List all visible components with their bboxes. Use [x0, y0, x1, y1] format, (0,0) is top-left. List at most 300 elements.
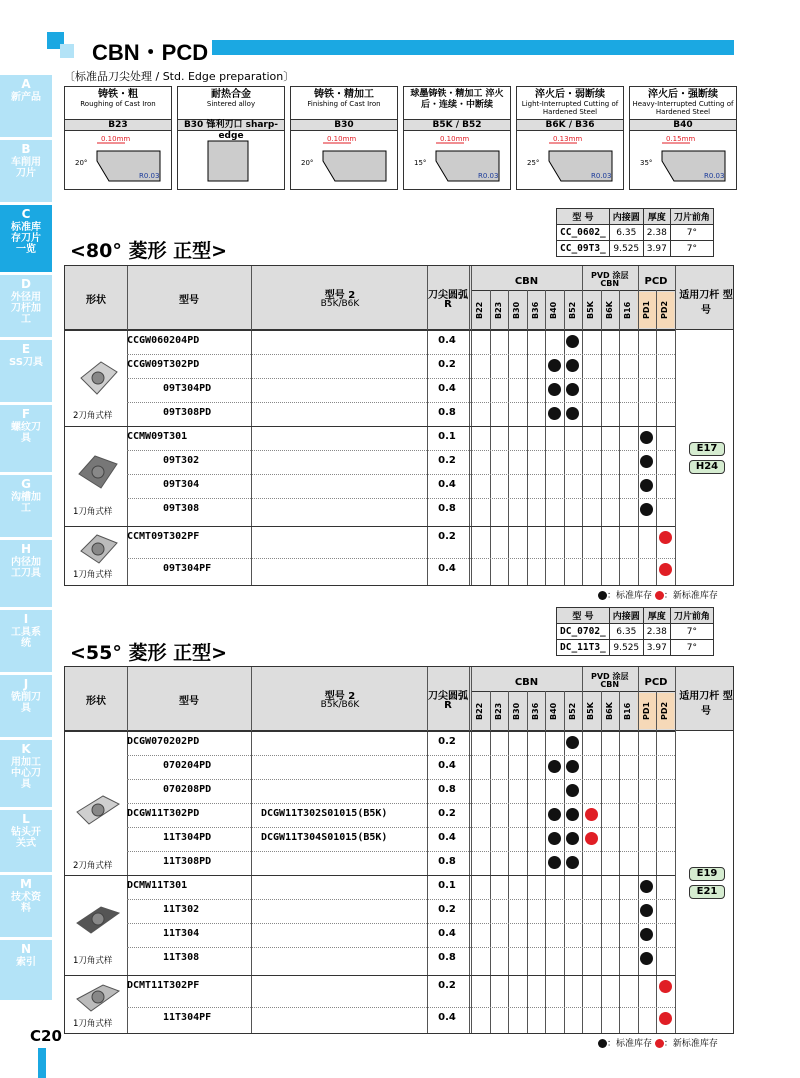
side-tab-letter: K: [21, 742, 31, 756]
edge-prep-code: B40: [630, 119, 736, 131]
spec-cell: 2.38: [643, 225, 670, 241]
nose-radius: 0.4: [438, 1012, 456, 1023]
model-number: DCMT11T302PF: [127, 980, 200, 991]
shape-label: 2刀角式样: [73, 861, 113, 871]
shape-label: 1刀角式样: [73, 570, 113, 580]
row-line: [127, 923, 675, 924]
table-row: [65, 1007, 733, 1031]
insert-image-icon: [73, 977, 123, 1017]
edge-prep-code: B23: [65, 119, 171, 131]
spec-row: [557, 624, 714, 640]
spec-cell: CC_0602_: [557, 225, 610, 241]
side-tab-letter: F: [21, 407, 31, 421]
header-model2: 型号 2: [324, 290, 356, 301]
stock-dot-icon: [566, 736, 579, 749]
edge-width-label: 0.10mm: [101, 135, 131, 143]
spec-header: 型 号: [557, 209, 610, 225]
side-tab-letter: A: [21, 77, 31, 91]
spec-header-row: [557, 209, 714, 225]
row-line: [127, 779, 675, 780]
model2-number: DCGW11T302S01015(B5K): [261, 808, 388, 819]
side-tab-letter: M: [20, 877, 32, 891]
stock-dot-icon: [640, 904, 653, 917]
grade-label-b5k: B5K: [586, 301, 595, 319]
table-row: [65, 975, 733, 999]
stock-dot-icon: [548, 407, 561, 420]
side-tab-letter: H: [20, 542, 32, 556]
new-stock-dot-icon: [655, 1039, 664, 1048]
new-stock-dot-icon: [659, 531, 672, 544]
row-line: [65, 731, 675, 732]
grade-label-b6k: B6K: [604, 301, 614, 319]
row-line: [65, 526, 675, 527]
grade-label-b22: B22: [475, 702, 484, 720]
spec-cell: 3.97: [643, 241, 670, 257]
nose-radius: 0.2: [438, 736, 456, 747]
edge-shape: [208, 141, 248, 181]
side-tab-letter: I: [23, 612, 29, 626]
stock-dot-icon: [566, 359, 579, 372]
table-row: [65, 354, 733, 378]
spec-cell: 6.35: [609, 624, 643, 640]
spec-row: [557, 225, 714, 241]
nose-radius: 0.4: [438, 832, 456, 843]
spec-cell: 7°: [670, 225, 713, 241]
grade-label-b52: B52: [567, 301, 577, 319]
spec-cell: 7°: [670, 640, 713, 656]
grade-group-line: [471, 691, 675, 692]
stock-dot-icon: [548, 359, 561, 372]
insert-hole: [92, 804, 104, 816]
row-line: [127, 947, 675, 948]
legend-black-label: ：标准库存: [607, 1039, 653, 1049]
table-header: [65, 667, 733, 731]
edge-shape: [323, 151, 386, 181]
edge-prep-code: B6K / B36: [517, 119, 623, 131]
model-number: DCGW070202PD: [127, 736, 200, 747]
page-title: CBN・PCD: [92, 40, 209, 65]
row-line: [127, 827, 675, 828]
edge-angle-label: 20°: [75, 159, 88, 167]
insert-hole: [92, 543, 104, 555]
row-line: [127, 803, 675, 804]
spec-header: 刀片前角: [670, 608, 713, 624]
nose-radius: 0.2: [438, 359, 456, 370]
table-row: [65, 803, 733, 827]
header-model2-sub: B5K/B6K: [320, 299, 360, 309]
side-tab-g[interactable]: [0, 475, 52, 537]
edge-radius-label: R0.03: [704, 172, 725, 180]
nose-radius: 0.2: [438, 980, 456, 991]
new-stock-dot-icon: [659, 563, 672, 576]
stock-dot-icon: [640, 431, 653, 444]
model-number: 09T302: [163, 455, 200, 466]
insert-image-icon: [73, 452, 123, 492]
stock-dot-icon: [640, 928, 653, 941]
stock-dot-icon: [598, 591, 607, 600]
stock-dot-icon: [640, 503, 653, 516]
legend-55: [598, 1036, 718, 1049]
spec-header-row: [557, 608, 714, 624]
holder-badge: E17: [689, 442, 725, 456]
spec-row: [557, 241, 714, 257]
insert-image-icon: [73, 899, 123, 939]
edge-prep-5: [629, 86, 737, 190]
side-tab-d[interactable]: [0, 275, 52, 337]
stock-dot-icon: [640, 952, 653, 965]
new-stock-dot-icon: [659, 980, 672, 993]
side-tab-f[interactable]: [0, 405, 52, 472]
edge-diagram: [630, 133, 736, 189]
model-number: 11T308PD: [163, 856, 212, 867]
grade-label-b30: B30: [512, 702, 521, 720]
model-number: 11T308: [163, 952, 200, 963]
side-tab-text: 标准库存刀片一览: [11, 222, 41, 255]
edge-angle-label: 35°: [640, 159, 653, 167]
header-radius-r: R: [444, 700, 452, 711]
holder-badge: E21: [689, 885, 725, 899]
header-square-accent: [60, 44, 74, 58]
edge-width-label: 0.13mm: [553, 135, 583, 143]
table-row: [65, 731, 733, 755]
stock-dot-icon: [548, 760, 561, 773]
nose-radius: 0.8: [438, 784, 456, 795]
model-number: DCGW11T302PD: [127, 808, 200, 819]
grade-label-b36: B36: [530, 702, 540, 720]
side-tab-j[interactable]: [0, 675, 52, 737]
edge-width-label: 0.10mm: [327, 135, 357, 143]
header-cbn: CBN: [514, 677, 539, 688]
table-row: [65, 450, 733, 474]
side-tab-a[interactable]: [0, 75, 52, 137]
grade-label-b16: B16: [623, 702, 632, 720]
grade-label-b22: B22: [475, 301, 484, 319]
stock-dot-icon: [640, 880, 653, 893]
table-row: [65, 875, 733, 899]
stock-dot-icon: [566, 856, 579, 869]
insert-image-icon: [73, 790, 123, 830]
edge-angle-label: 15°: [414, 159, 427, 167]
side-tab-text: 内径加工刀具: [11, 557, 41, 579]
stock-dot-icon: [566, 335, 579, 348]
side-tab-text: 新产品: [11, 92, 41, 103]
side-tab-text: 用加工中心刀具: [11, 757, 41, 790]
grade-label-b40: B40: [549, 702, 558, 720]
page-number: C20: [30, 1027, 62, 1045]
model-number: 09T308PD: [163, 407, 212, 418]
model-number: 11T302: [163, 904, 200, 915]
grade-label-b52: B52: [567, 702, 577, 720]
side-tab-letter: G: [21, 477, 31, 491]
model2-number: DCGW11T304S01015(B5K): [261, 832, 388, 843]
header-holder: 适用刀杆 型号: [679, 290, 733, 316]
spec-cell: 3.97: [643, 640, 670, 656]
table-row: [65, 526, 733, 550]
insert-image-icon: [73, 529, 123, 569]
edge-diagram: [517, 133, 623, 189]
side-tab-h[interactable]: [0, 540, 52, 607]
nose-radius: 0.2: [438, 531, 456, 542]
legend-red-label: ：新标准库存: [663, 1039, 718, 1049]
grade-label-pd2: PD2: [656, 292, 675, 328]
stock-dot-icon: [566, 808, 579, 821]
edge-prep-name: 铸铁・粗: [98, 89, 138, 100]
row-line: [127, 354, 675, 355]
edge-angle-label: 20°: [301, 159, 314, 167]
side-tab-n[interactable]: [0, 940, 52, 1000]
side-tab-text: 外径用刀杆加工: [11, 292, 41, 325]
header-pcd: PCD: [644, 677, 668, 688]
header-pvd: PVD 涂层 CBN: [591, 672, 629, 689]
legend-red-label: ：新标准库存: [663, 591, 718, 601]
stock-dot-icon: [566, 784, 579, 797]
model-number: 09T304PD: [163, 383, 212, 394]
nose-radius: 0.4: [438, 760, 456, 771]
side-tab-b[interactable]: [0, 140, 52, 202]
edge-width-label: 0.10mm: [440, 135, 470, 143]
grade-label-b6k: B6K: [604, 702, 614, 720]
side-tab-k[interactable]: [0, 740, 52, 807]
model-number: 11T304PF: [163, 1012, 212, 1023]
row-line: [65, 975, 675, 976]
page-bar: [38, 1048, 46, 1078]
side-tab-text: 技术资料: [11, 892, 41, 914]
header-radius-r: R: [444, 299, 452, 310]
side-tab-text: 螺纹刀具: [11, 422, 41, 444]
header-model: 型号: [179, 295, 199, 306]
table-row: [65, 426, 733, 450]
row-line: [65, 426, 675, 427]
insert-hole: [92, 991, 104, 1003]
section-title-80: <80° 菱形 正型>: [70, 240, 228, 262]
edge-prep-en: Roughing of Cast Iron: [80, 100, 156, 108]
table-row: [65, 827, 733, 851]
spec-table-55: [556, 607, 714, 656]
table-80: [64, 265, 734, 586]
row-line: [127, 558, 675, 559]
edge-width-label: 0.15mm: [666, 135, 696, 143]
stock-dot-icon: [548, 383, 561, 396]
insert-hole: [92, 466, 104, 478]
edge-diagram: [65, 133, 171, 189]
spec-cell: 9.525: [609, 640, 643, 656]
side-tab-letter: L: [22, 812, 30, 826]
new-stock-dot-icon: [585, 832, 598, 845]
side-tab-l[interactable]: [0, 810, 52, 872]
spec-header: 型 号: [557, 608, 610, 624]
spec-header: 厚度: [643, 608, 670, 624]
header-bar: [212, 40, 734, 55]
shape-label: 1刀角式样: [73, 507, 113, 517]
side-tab-text: 车削用刀片: [11, 157, 41, 179]
stock-dot-icon: [548, 856, 561, 869]
shape-label: 1刀角式样: [73, 956, 113, 966]
table-row: [65, 899, 733, 923]
side-tab-m[interactable]: [0, 875, 52, 937]
side-tab-letter: J: [23, 677, 29, 691]
edge-prep-4: [516, 86, 624, 190]
edge-diagram: [178, 133, 284, 189]
edge-diagram: [404, 133, 510, 189]
edge-caption: 〔标准品刀尖处理 / Std. Edge preparation〕: [64, 70, 295, 83]
spec-cell: 9.525: [609, 241, 643, 257]
edge-prep-en: Light-Interrupted Cutting of Hardened Steel: [521, 100, 619, 116]
table-header: [65, 266, 733, 330]
edge-prep-en: Finishing of Cast Iron: [307, 100, 381, 108]
table-55: [64, 666, 734, 1034]
new-stock-dot-icon: [655, 591, 664, 600]
holder-badge: E19: [689, 867, 725, 881]
side-tab-text: 工具系统: [11, 627, 41, 649]
stock-dot-icon: [566, 383, 579, 396]
nose-radius: 0.4: [438, 383, 456, 394]
nose-radius: 0.8: [438, 856, 456, 867]
spec-header: 内接圆: [609, 209, 643, 225]
side-tab-text: SS刀具: [9, 357, 43, 368]
nose-radius: 0.1: [438, 880, 456, 891]
spec-table-80: [556, 208, 714, 257]
shape-label: 2刀角式样: [73, 411, 113, 421]
insert-hole: [92, 913, 104, 925]
table-row: [65, 498, 733, 522]
edge-prep-name: 淬火后・强断续: [648, 89, 718, 100]
header-model2-sub: B5K/B6K: [320, 700, 360, 710]
nose-radius: 0.4: [438, 479, 456, 490]
nose-radius: 0.8: [438, 952, 456, 963]
edge-radius-label: R0.03: [591, 172, 612, 180]
nose-radius: 0.8: [438, 503, 456, 514]
edge-prep-en: Sintered alloy: [206, 100, 256, 108]
model-number: 09T308: [163, 503, 200, 514]
grade-label-b5k: B5K: [586, 702, 595, 720]
edge-prep-3: [403, 86, 511, 190]
side-tab-letter: D: [21, 277, 31, 291]
side-tab-i[interactable]: [0, 610, 52, 672]
stock-dot-icon: [548, 808, 561, 821]
section-title-55: <55° 菱形 正型>: [70, 642, 228, 664]
table-row: [65, 947, 733, 971]
header-model: 型号: [179, 696, 199, 707]
table-row: [65, 378, 733, 402]
row-line: [65, 330, 675, 331]
model-number: 11T304: [163, 928, 200, 939]
side-tab-text: 铣削刀具: [11, 692, 41, 714]
header-pvd: PVD 涂层 CBN: [591, 271, 629, 288]
side-tab-letter: E: [21, 342, 31, 356]
row-line: [65, 875, 675, 876]
edge-prep-name: 淬火后・弱断续: [535, 89, 605, 100]
model-number: CCGW060204PD: [127, 335, 200, 346]
model-number: 070204PD: [163, 760, 212, 771]
model-number: 070208PD: [163, 784, 212, 795]
stock-dot-icon: [598, 1039, 607, 1048]
model-number: 09T304PF: [163, 563, 212, 574]
edge-prep-1: [177, 86, 285, 190]
table-row: [65, 330, 733, 354]
header-holder: 适用刀杆 型号: [679, 691, 733, 717]
shape-label: 1刀角式样: [73, 1019, 113, 1029]
side-tab-letter: C: [21, 207, 31, 221]
row-line: [127, 498, 675, 499]
spec-cell: 7°: [670, 624, 713, 640]
edge-angle-label: 25°: [527, 159, 540, 167]
table-row: [65, 779, 733, 803]
spec-cell: DC_0702_: [557, 624, 610, 640]
model-number: 09T304: [163, 479, 200, 490]
header-radius: 刀尖圆弧: [428, 691, 468, 702]
insert-image-icon: [73, 358, 123, 398]
spec-header: 厚度: [643, 209, 670, 225]
nose-radius: 0.4: [438, 928, 456, 939]
grade-label-b36: B36: [530, 301, 540, 319]
nose-radius: 0.4: [438, 335, 456, 346]
row-line: [127, 755, 675, 756]
table-row: [65, 851, 733, 875]
model-number: CCMW09T301: [127, 431, 188, 442]
nose-radius: 0.2: [438, 808, 456, 819]
header-shape: 形状: [86, 696, 106, 707]
grade-label-b16: B16: [623, 301, 632, 319]
header-shape: 形状: [86, 295, 106, 306]
spec-header: 内接圆: [609, 608, 643, 624]
edge-diagram: [291, 133, 397, 189]
edge-radius-label: R0.03: [139, 172, 160, 180]
nose-radius: 0.2: [438, 904, 456, 915]
stock-dot-icon: [640, 479, 653, 492]
table-row: [65, 923, 733, 947]
legend-black-label: ：标准库存: [607, 591, 653, 601]
nose-radius: 0.4: [438, 563, 456, 574]
spec-cell: 7°: [670, 241, 713, 257]
grade-label-pd1: PD1: [638, 292, 657, 328]
new-stock-dot-icon: [659, 1012, 672, 1025]
stock-dot-icon: [548, 832, 561, 845]
insert-hole: [92, 372, 104, 384]
row-line: [127, 378, 675, 379]
spec-cell: 2.38: [643, 624, 670, 640]
edge-prep-code: B5K / B52: [404, 119, 510, 131]
edge-prep-name: 铸铁・精加工: [314, 89, 374, 100]
side-tab-e[interactable]: [0, 340, 52, 402]
row-line: [127, 402, 675, 403]
stock-dot-icon: [566, 760, 579, 773]
table-row: [65, 558, 733, 582]
model-number: CCMT09T302PF: [127, 531, 200, 542]
side-tab-letter: N: [20, 942, 32, 956]
row-line: [127, 899, 675, 900]
side-tab-c[interactable]: [0, 205, 52, 272]
header-pcd: PCD: [644, 276, 668, 287]
header-radius: 刀尖圆弧: [428, 290, 468, 301]
grade-label-b30: B30: [512, 301, 521, 319]
side-tab-text: 索引: [16, 957, 36, 968]
grade-label-b23: B23: [493, 702, 503, 720]
grade-label-pd2: PD2: [656, 693, 675, 729]
edge-prep-en: Heavy-Interrupted Cutting of Hardened Steel: [632, 100, 734, 116]
new-stock-dot-icon: [585, 808, 598, 821]
side-tab-letter: B: [21, 142, 31, 156]
model-number: DCMW11T301: [127, 880, 188, 891]
edge-prep-code: B30 锋利刃口 sharp-edge: [178, 119, 284, 131]
model-number: CCGW09T302PD: [127, 359, 200, 370]
table-row: [65, 474, 733, 498]
grade-group-line: [471, 290, 675, 291]
stock-dot-icon: [566, 832, 579, 845]
nose-radius: 0.2: [438, 455, 456, 466]
spec-cell: DC_11T3_: [557, 640, 610, 656]
side-tab-text: 沟槽加工: [11, 492, 41, 514]
grade-label-b23: B23: [493, 301, 503, 319]
